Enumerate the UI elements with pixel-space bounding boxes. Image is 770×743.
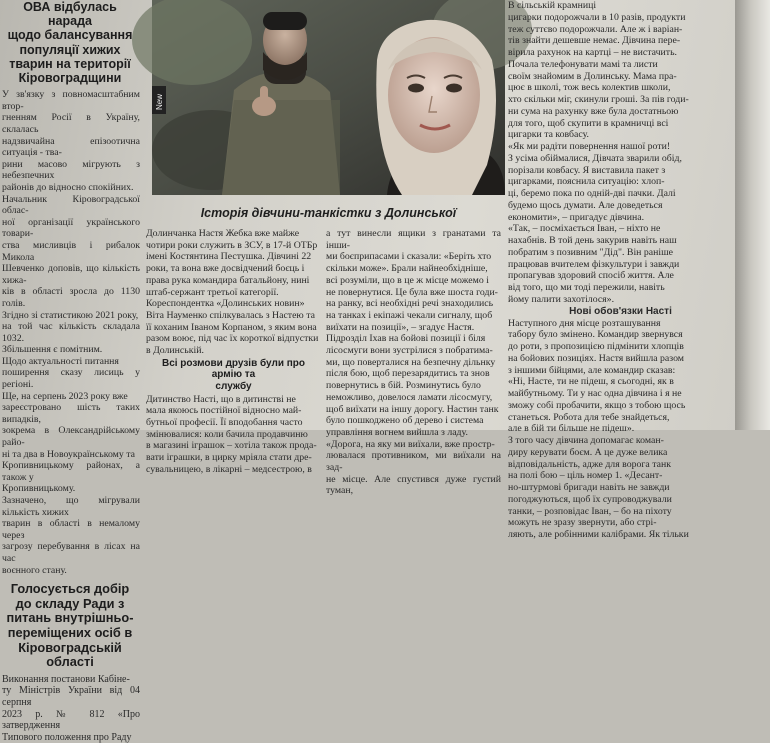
text-line: до роти, з пропозицією підмінити хлопців [508, 341, 684, 352]
article-photo [152, 0, 505, 195]
left-column [0, 0, 140, 743]
text-line: Типового положення про Раду [2, 731, 132, 743]
text-line: ної організації українського товари- [2, 216, 140, 240]
text-line: порізали ковбасу. Я виставила пакет з [508, 164, 666, 176]
text-line: Голосується добір [10, 581, 130, 597]
text-line: Почала телефонувати мамі та листи [508, 58, 658, 70]
text-line: ми боєприпасами і сказали: «Беріть хто [326, 251, 492, 263]
headline-line: тварин на території [9, 56, 131, 71]
text-line: цигарки та ковбасу. [508, 129, 589, 141]
text-line: Згідно зі статистикою 2021 року, [2, 309, 139, 321]
text-line: йому палити захотілося». [508, 293, 615, 305]
text-line: воєнного стану. [2, 564, 67, 576]
left-article-2-lead [0, 674, 140, 743]
text-line: в Долинській. [146, 345, 204, 357]
text-line: станеться. Робота для тебе знайдеться, [508, 411, 670, 423]
article-title: Історія дівчини-танкістки з Долинської [200, 206, 457, 220]
text-line: хто скільки міг, скинули гроші. За пів годи- [508, 94, 689, 105]
text-line: табору було змінено. Командир звернувся [508, 329, 683, 341]
paragraph [508, 318, 733, 436]
text-line: Кропивницькому районах, а також у [2, 460, 140, 483]
text-line: виїхати на позиції», – згадує Настя. [326, 321, 475, 333]
text-line: економити», – пригадує дівчина. [508, 211, 645, 223]
text-line: але в бій ти більше не підеш». [508, 423, 635, 435]
text-line: З усіма обіймалися, Дівчата зварили обід, [508, 152, 682, 164]
paragraph [508, 223, 733, 305]
headline-line: популяції хижих [19, 42, 121, 57]
text-line: цигарки подорожчали в 10 разів, продукти [508, 11, 686, 23]
text-line: Кореспондентка «Долинських новин» [146, 298, 305, 310]
text-line: зареєстровано шість таких випадків, [2, 402, 140, 425]
text-line: тварин в області в немалому через [2, 518, 140, 541]
paragraph [326, 439, 501, 498]
text-line: районів до відносно спокійних. [2, 181, 134, 193]
left-headline-2 [0, 582, 140, 670]
right-column [508, 0, 733, 540]
text-line: нахабнів. В той день закурив навіть наш [508, 235, 677, 246]
text-line: Кіровоградській області [18, 639, 122, 670]
text-line: ту Міністрів України від 04 серпня [2, 685, 140, 708]
text-line: Збільшення є помітним. [2, 344, 103, 356]
headline-line: Кіровоградщини [18, 71, 122, 86]
paragraph [508, 0, 733, 141]
text-line: цює в школі, тож весь колектив школи, [508, 82, 671, 94]
text-line: танки, – розповідає Іван, – бо на піхоту [508, 505, 672, 517]
paragraph [146, 228, 321, 298]
text-line: після бою, щоб перезарядитись та знов [326, 368, 490, 380]
text-line: ни сума на рахунку вже була достатньою [508, 105, 679, 117]
text-line: до складу Ради з [15, 595, 125, 611]
text-line: права рука командира батальйону, нині [146, 274, 310, 286]
text-line: ства мисливців і рибалок Микола [2, 239, 140, 263]
text-line: Виконання постанови Кабіне- [2, 673, 130, 685]
text-line: пропагував здоровий спосіб життя. Але [508, 270, 674, 282]
text-line: питань внутрішньо- [6, 610, 134, 626]
paragraph [326, 228, 501, 333]
headline-line: ОВА відбулась нарада [23, 0, 117, 29]
text-line: побратим з позивним "Дід". Він раніше [508, 246, 673, 258]
text-line: загрозу перебування в лісах на час [2, 541, 140, 564]
text-line: лісосмуги вони зустрілися з побратима- [326, 345, 493, 357]
paragraph [146, 394, 321, 476]
text-line: щоб виїхати на іншу дорогу. Настин танк [326, 403, 499, 415]
text-line: а тут винесли ящики з гранатами та інши- [326, 228, 501, 251]
text-line: Наступного дня місце розташування [508, 317, 661, 329]
headline-line: щодо балансування [7, 28, 133, 43]
text-line: майбутньому. Ти у нас одна дівчина і я не [508, 388, 682, 399]
text-line: Ще, на серпень 2023 року вже [2, 390, 128, 402]
text-line: теж суттєво подорожчали. Але ж і варіан- [508, 23, 683, 35]
text-line: мала якоюсь постійної відносно май- [146, 405, 302, 417]
paragraph [508, 141, 733, 223]
text-line: Зазначено, що мігрували кількість хижих [2, 495, 140, 518]
text-line: З того часу дівчина допомагає коман- [508, 435, 664, 446]
text-line: зокрема в Олександрійському райо- [2, 425, 140, 449]
paragraph [326, 333, 501, 438]
text-line: Всі розмови друзів були про армію та [161, 357, 306, 381]
text-line: не місце. Але спустився дуже густий туман, [326, 473, 501, 497]
text-line: разом воює, під час їх короткої відпустки [146, 333, 319, 345]
text-line: її коханим Іваном Корпаном, з яким вона [146, 321, 317, 333]
text-line: роки, та вона вже досвідчений боєць і [146, 263, 305, 275]
text-line: цигарками, пояснила ситуацію: хлоп- [508, 176, 665, 188]
text-line: ляють, але робінними калібрами. Як тільки [508, 529, 689, 540]
new-badge-graphic [152, 86, 166, 114]
text-line: «Дорога, на яку ми виїхали, вже простр- [326, 438, 495, 450]
text-line: ми, що поверталися на безпечну дільнку [326, 356, 496, 368]
text-line: вати іграшки, в цирку мріяла стати дре- [146, 452, 312, 464]
text-line: зможу собі пробачити, якщо з тобою щось [508, 399, 686, 411]
text-line: неможливо, довелося ламати лісосмугу, [326, 391, 493, 403]
text-line: переміщених осіб в [7, 624, 133, 640]
text-line: тів знайти дешевше немає. Дівчина пере- [508, 35, 681, 47]
text-line: 2023 р. № 812 «Про затвердження [2, 708, 140, 732]
text-line: «Як ми радіти повернення нашої роти! [508, 141, 671, 152]
text-line: ків в області зросла до 1130 голів. [2, 286, 140, 309]
text-line: Долинчанка Настя Жебка вже майже [146, 228, 300, 239]
text-line: на ранку, всі необхідні речі знаходились [326, 298, 494, 310]
text-line: на танках і екіпажі чекали сигналу, щоб [326, 309, 493, 321]
text-line: сувальницею, в лікарні – медсестрою, в [146, 463, 312, 475]
text-line: вірила рахунок на картці – не вистачить. [508, 47, 677, 58]
new-badge-text: New [155, 93, 164, 110]
text-line: не повернутися. Це була вже шоста годи- [326, 286, 498, 298]
text-line: «Так, – посміхається Іван, – ніхто не [508, 223, 661, 235]
text-line: будемо щось думати. Але доведеться [508, 199, 663, 211]
text-line: погоджуються, щоб їх супроводжували [508, 493, 672, 505]
text-line: но-штурмові бригади навіть не завжди [508, 482, 670, 493]
text-line: від того, що ми тоді пережили, навіть [508, 282, 665, 293]
paragraph [508, 435, 733, 541]
text-line: було пошкоджено об дерево і система [326, 415, 484, 427]
photo-illustration [152, 0, 505, 195]
text-line: Віта Науменко спілкувалась з Настею та [146, 309, 315, 321]
article-column-2 [326, 228, 501, 497]
text-line: всі розуміли, що в це ж місце можемо і [326, 274, 489, 286]
left-headline-1 [0, 0, 140, 85]
text-line: Начальник Кіровоградської облас- [2, 193, 140, 217]
text-line: У зв'язку з повномасштабним втор- [2, 89, 140, 112]
text-line: ні та два в Новоукраїнському та [2, 448, 135, 460]
text-line: Дитинство Насті, що в дитинстві не [146, 393, 296, 405]
text-line: з іншими бійцями, але командир сказав: [508, 364, 676, 376]
text-line: бутньої професії. Її вподобання часто [146, 416, 303, 428]
text-line: В сільській крамниці [508, 0, 597, 11]
text-line: рини масово мігрують з небезпечних [2, 158, 140, 182]
text-line: «Ні, Насте, ти не підеш, я сьогодні, як в [508, 376, 674, 388]
text-line: змінювалися: коли бачила продавчиню [146, 428, 308, 440]
text-line: поширення сказу лисиць у регіоні. [2, 367, 140, 391]
text-line: лювалася противником, ми виїхали на зад- [326, 450, 501, 474]
text-line: на полі бою – ціль номер 1. «Десант- [508, 470, 663, 482]
text-line: своїм знайомим в Долинську. Мама пра- [508, 70, 677, 82]
text-line: на бойових позиціях. Настя вийшла разом [508, 352, 684, 364]
article-column-1 [146, 228, 321, 475]
text-line: гненням Росії в Україну, склалась [2, 112, 140, 135]
text-line: скільки може». Брали найнеобхідніше, [326, 263, 488, 275]
subheading [146, 358, 321, 393]
text-line: Кропивницькому. [2, 483, 76, 495]
paragraph [146, 298, 321, 357]
text-line: повернутись в бій. Розминутись було [326, 380, 481, 392]
text-line: службу [215, 380, 252, 392]
text-line: диру керувати боєм. А це дуже велика [508, 446, 668, 458]
text-line: працював вчителем фізкультури і завжди [508, 258, 680, 270]
left-article-body [0, 89, 140, 576]
text-line: в магазині іграшок – хотіла також прода- [146, 440, 317, 452]
text-line: управління вогнем вийшла з ладу. [326, 426, 468, 438]
text-line: відповідальність, адже для ворога танк [508, 458, 671, 470]
text-line: ці, беремо пока по одній-дві пачки. Далі [508, 188, 676, 199]
text-line: імені Костянтина Пестушка. Дівчині 22 [146, 251, 312, 263]
text-line: Шевченко доповів, що кількість хижа- [2, 263, 140, 286]
text-line: штаб-сержант третьої категорії. [146, 286, 279, 298]
text-line: можуть не зразу звернути, або стрі- [508, 517, 657, 529]
text-line: на той час кількість складала 1032. [2, 321, 140, 344]
text-line: для того, щоб скупити в крамничці всі [508, 117, 669, 129]
text-line: Підрозділ Іхав на бойові позиції і біля [326, 333, 486, 345]
text-line: надзвичайна епізоотична ситуація - тва- [2, 135, 140, 159]
page-fold [735, 0, 770, 430]
subheading: Нові обов'язки Насті [569, 305, 672, 317]
text-line: Щодо актуальності питання [2, 355, 119, 367]
text-line: чотири роки служить в ЗСУ, в 17-й ОТБр [146, 239, 318, 251]
new-badge [152, 86, 166, 114]
